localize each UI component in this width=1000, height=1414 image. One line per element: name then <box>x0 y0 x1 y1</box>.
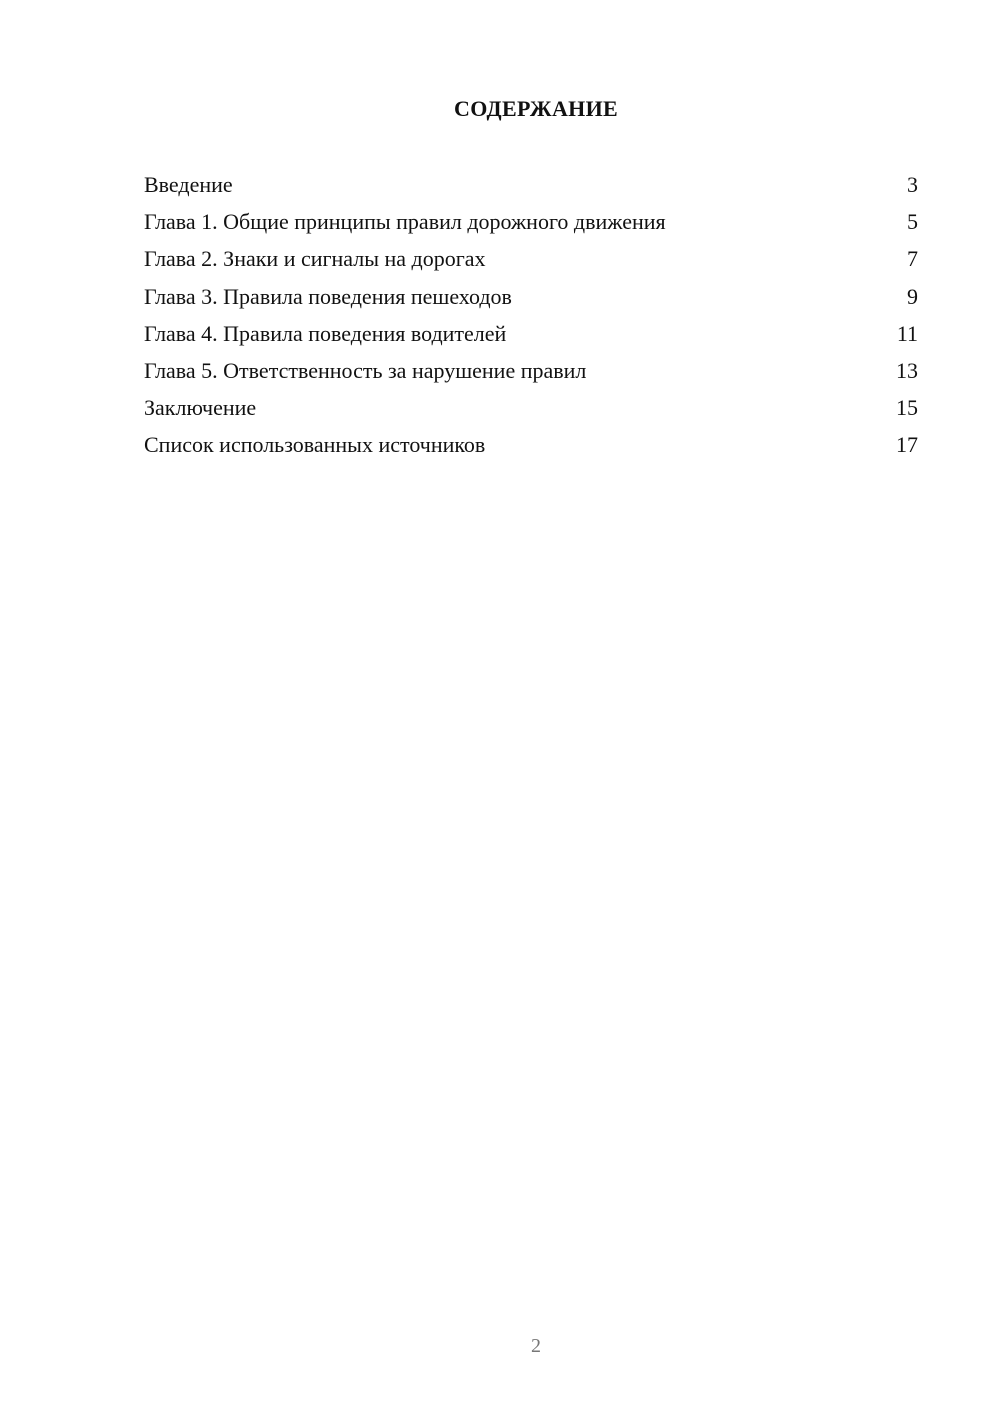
toc-entry-label: Введение <box>144 172 233 197</box>
toc-entry-label: Заключение <box>144 395 257 421</box>
toc-entry-chapter-1 <box>144 207 918 244</box>
toc-entry-references <box>144 430 918 467</box>
toc-entry-chapter-5 <box>144 356 918 393</box>
toc-entry-introduction <box>144 170 918 207</box>
toc-entry-label: Глава 1. Общие принципы правил дорожного движения <box>144 209 666 235</box>
toc-entry-chapter-4 <box>144 319 918 356</box>
toc-entry-label: Список использованных источников <box>144 432 486 458</box>
toc-entry-chapter-3 <box>144 282 918 319</box>
toc-entry-page: 5 <box>907 209 918 235</box>
toc-entry-label: Глава 5. Ответственность за нарушение правил <box>144 357 587 383</box>
toc-entry-page: 9 <box>907 283 918 309</box>
page-number: 2 <box>531 1335 541 1357</box>
toc-entry-conclusion <box>144 393 918 430</box>
toc-entry-page: 11 <box>896 320 918 346</box>
toc-entry-page: 15 <box>896 395 918 421</box>
toc-entry-page: 17 <box>896 432 918 458</box>
toc-entry-label: Глава 2. Знаки и сигналы на дорогах <box>144 246 486 272</box>
toc-entry-label: Глава 4. Правила поведения водителей <box>144 320 507 346</box>
toc-entry-page: 13 <box>896 357 918 383</box>
toc-entry-page: 3 <box>907 172 918 197</box>
toc-entry-page: 7 <box>907 246 918 272</box>
toc-title: СОДЕРЖАНИЕ <box>454 96 618 121</box>
toc-entry-chapter-2 <box>144 244 918 281</box>
toc-list <box>144 170 918 468</box>
toc-entry-label: Глава 3. Правила поведения пешеходов <box>144 283 512 309</box>
